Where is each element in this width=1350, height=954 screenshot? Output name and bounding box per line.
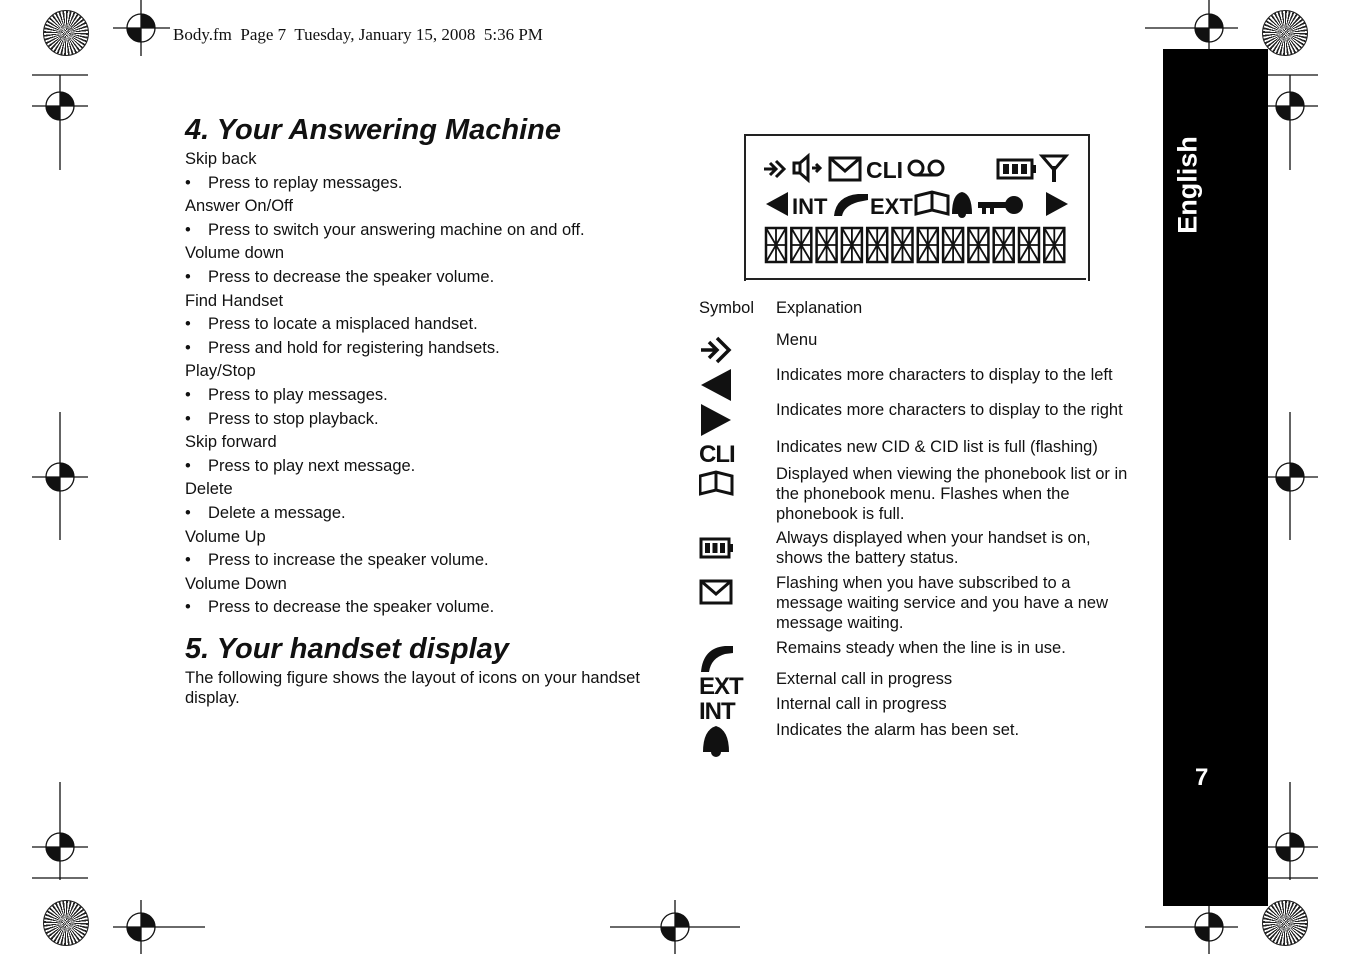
symbol-explanation: Menu — [776, 331, 818, 349]
key-label: Volume down — [185, 244, 285, 263]
int-icon-label: INT — [699, 698, 735, 725]
key-icon — [978, 196, 1023, 214]
table-header-explanation: Explanation — [776, 299, 863, 317]
right-arrow-icon — [1046, 192, 1068, 216]
symbol-explanation: Indicates more characters to display to the left — [776, 366, 1113, 384]
lcd-character-segment — [968, 228, 988, 262]
cli-text: CLI — [866, 157, 904, 183]
symbol-explanation: Displayed when viewing the phonebook list or in the phonebook menu. Flashes when the phonebook is full. — [776, 465, 1128, 523]
key-description: • Press to play messages. — [185, 384, 665, 408]
key-description: • Press to replay messages. — [185, 172, 665, 196]
print-header: Body.fm Page 7 Tuesday, January 15, 2008 5:36 PM — [173, 25, 543, 44]
lcd-character-segment — [867, 228, 887, 262]
envelope-icon — [830, 158, 860, 180]
ext-icon-label: EXT — [699, 673, 743, 700]
section-5-intro: The following figure shows the layout of icons on your handset display. — [185, 669, 640, 707]
menu-arrow-icon — [764, 161, 784, 177]
key-description: • Press to locate a misplaced handset. — [185, 313, 665, 337]
language-label: English — [1172, 136, 1203, 234]
key-label: Play/Stop — [185, 362, 256, 381]
phonebook-icon — [916, 192, 948, 214]
left-arrow-icon — [766, 192, 788, 216]
menu-arrow-icon — [699, 332, 735, 368]
key-description: • Press to play next message. — [185, 455, 665, 479]
side-tab-language — [1168, 136, 1208, 234]
lcd-character-segment — [766, 228, 786, 262]
left-arrow-icon — [699, 367, 735, 403]
section-4-title: 4. Your Answering Machine — [185, 114, 562, 146]
symbol-explanation: Internal call in progress — [776, 695, 947, 713]
lcd-character-segment — [842, 228, 862, 262]
lcd-icons — [746, 136, 1088, 281]
table-header-symbol: Symbol — [699, 299, 755, 317]
key-description: • Press to switch your answering machine on and off. — [185, 219, 665, 243]
key-description: • Press and hold for registering handsets. — [185, 337, 665, 361]
symbol-explanation: Flashing when you have subscribed to a message waiting service and you have a new message waiting. — [776, 574, 1109, 632]
symbol-explanation: Indicates more characters to display to the right — [776, 401, 1123, 419]
speaker-icon — [794, 156, 820, 180]
key-description: • Press to decrease the speaker volume. — [185, 596, 665, 620]
ext-text: EXT — [870, 194, 913, 219]
symbol-explanation: External call in progress — [776, 670, 953, 688]
battery-icon — [699, 530, 735, 566]
lcd-character-segment — [1044, 228, 1064, 262]
symbol-explanation: Indicates new CID & CID list is full (flashing) — [776, 438, 1098, 456]
alarm-bell-icon — [699, 722, 735, 758]
key-label: Answer On/Off — [185, 197, 293, 216]
symbol-explanation: Always displayed when your handset is on, shows the battery status. — [776, 529, 1091, 567]
lcd-character-segment — [1019, 228, 1039, 262]
key-label: Skip back — [185, 150, 257, 168]
key-description: • Press to decrease the speaker volume. — [185, 266, 665, 290]
answering-machine-list — [185, 148, 665, 620]
section-5-title: 5. Your handset display — [185, 633, 509, 665]
envelope-icon — [699, 575, 735, 611]
page-number: 7 — [1195, 764, 1209, 791]
lcd-segment-row — [766, 228, 1064, 262]
cli-icon-label: CLI — [699, 441, 735, 468]
key-description: • Press to increase the speaker volume. — [185, 549, 665, 573]
lcd-character-segment — [791, 228, 811, 262]
antenna-icon — [1042, 156, 1066, 182]
int-text: INT — [792, 194, 828, 219]
key-label: Volume Up — [185, 527, 266, 546]
lcd-character-segment — [994, 228, 1014, 262]
key-label: Find Handset — [185, 291, 284, 310]
handset-icon — [834, 194, 868, 216]
lcd-character-segment — [918, 228, 938, 262]
lcd-frame-bottom — [744, 278, 1086, 280]
voicemail-icon — [909, 161, 943, 175]
battery-icon — [998, 160, 1036, 178]
key-label: Skip forward — [185, 433, 277, 452]
phonebook-icon — [699, 466, 735, 502]
key-description: • Delete a message. — [185, 502, 665, 526]
key-label: Delete — [185, 480, 233, 499]
key-description: • Press to stop playback. — [185, 408, 665, 432]
lcd-character-segment — [893, 228, 913, 262]
alarm-bell-icon — [952, 192, 972, 218]
handset-display-figure — [744, 134, 1090, 281]
symbol-explanation: Remains steady when the line is in use. — [776, 639, 1066, 657]
lcd-character-segment — [943, 228, 963, 262]
lcd-character-segment — [817, 228, 837, 262]
key-label: Volume Down — [185, 574, 287, 593]
right-arrow-icon — [699, 402, 735, 438]
symbol-explanation: Indicates the alarm has been set. — [776, 721, 1020, 739]
